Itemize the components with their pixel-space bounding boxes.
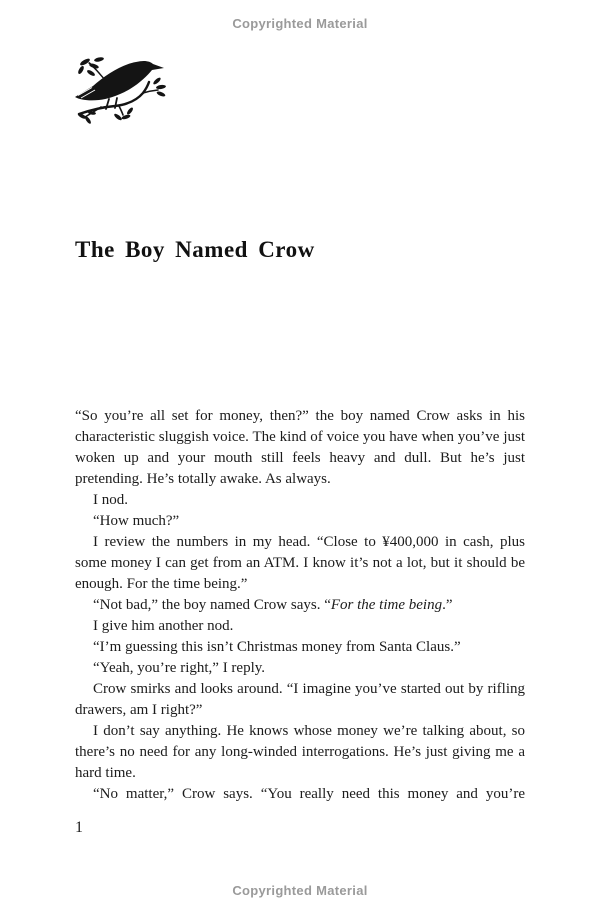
copyright-notice-top: Copyrighted Material [232,16,368,31]
paragraph-1: “So you’re all set for money, then?” the boy named Crow asks in his characteristic sluggish voice. The kind of voice you have when you’ve just woken up and your mouth still feels heavy and dull. But he’s just pretending. He’s totally awake. As always. [75,408,525,487]
paragraph-10: I don’t say anything. He knows whose money we’re talking about, so there’s no need for any long-winded interrogations. He’s just giving me a hard time. [75,723,525,781]
paragraph-6: I give him another nod. [93,618,234,634]
chapter-title: The Boy Named Crow [75,237,315,262]
paragraph-2: I nod. [93,492,128,508]
paragraph-5 [75,595,525,616]
crow-illustration [73,57,168,125]
paragraph-9: Crow smirks and looks around. “I imagine you’ve started out by rifling drawers, am I right?” [75,681,525,718]
paragraph-5-pre: “Not bad,” the boy named Crow says. “ [93,597,331,613]
paragraph-3: “How much?” [93,513,180,529]
leaf-sprig-bottom-center [113,107,134,122]
page-number: 1 [75,819,83,836]
leaf-sprig-top [77,57,106,81]
paragraph-11: “No matter,” Crow says. “You really need this money and you’re [93,786,525,802]
paragraph-5-post: .” [442,597,453,613]
copyright-notice-bottom: Copyrighted Material [232,883,368,898]
paragraph-4: I review the numbers in my head. “Close to ¥400,000 in cash, plus some money I can get from an ATM. I know it’s not a lot, but it should be enough. For the time being.” [75,534,525,592]
paragraph-5-italic: For the time being [330,597,443,613]
paragraph-8: “Yeah, you’re right,” I reply. [93,660,266,676]
leaf-sprig-right [152,77,166,98]
crow-body [75,61,164,109]
paragraph-7: “I’m guessing this isn’t Christmas money from Santa Claus.” [93,639,461,655]
body-text [75,406,525,805]
